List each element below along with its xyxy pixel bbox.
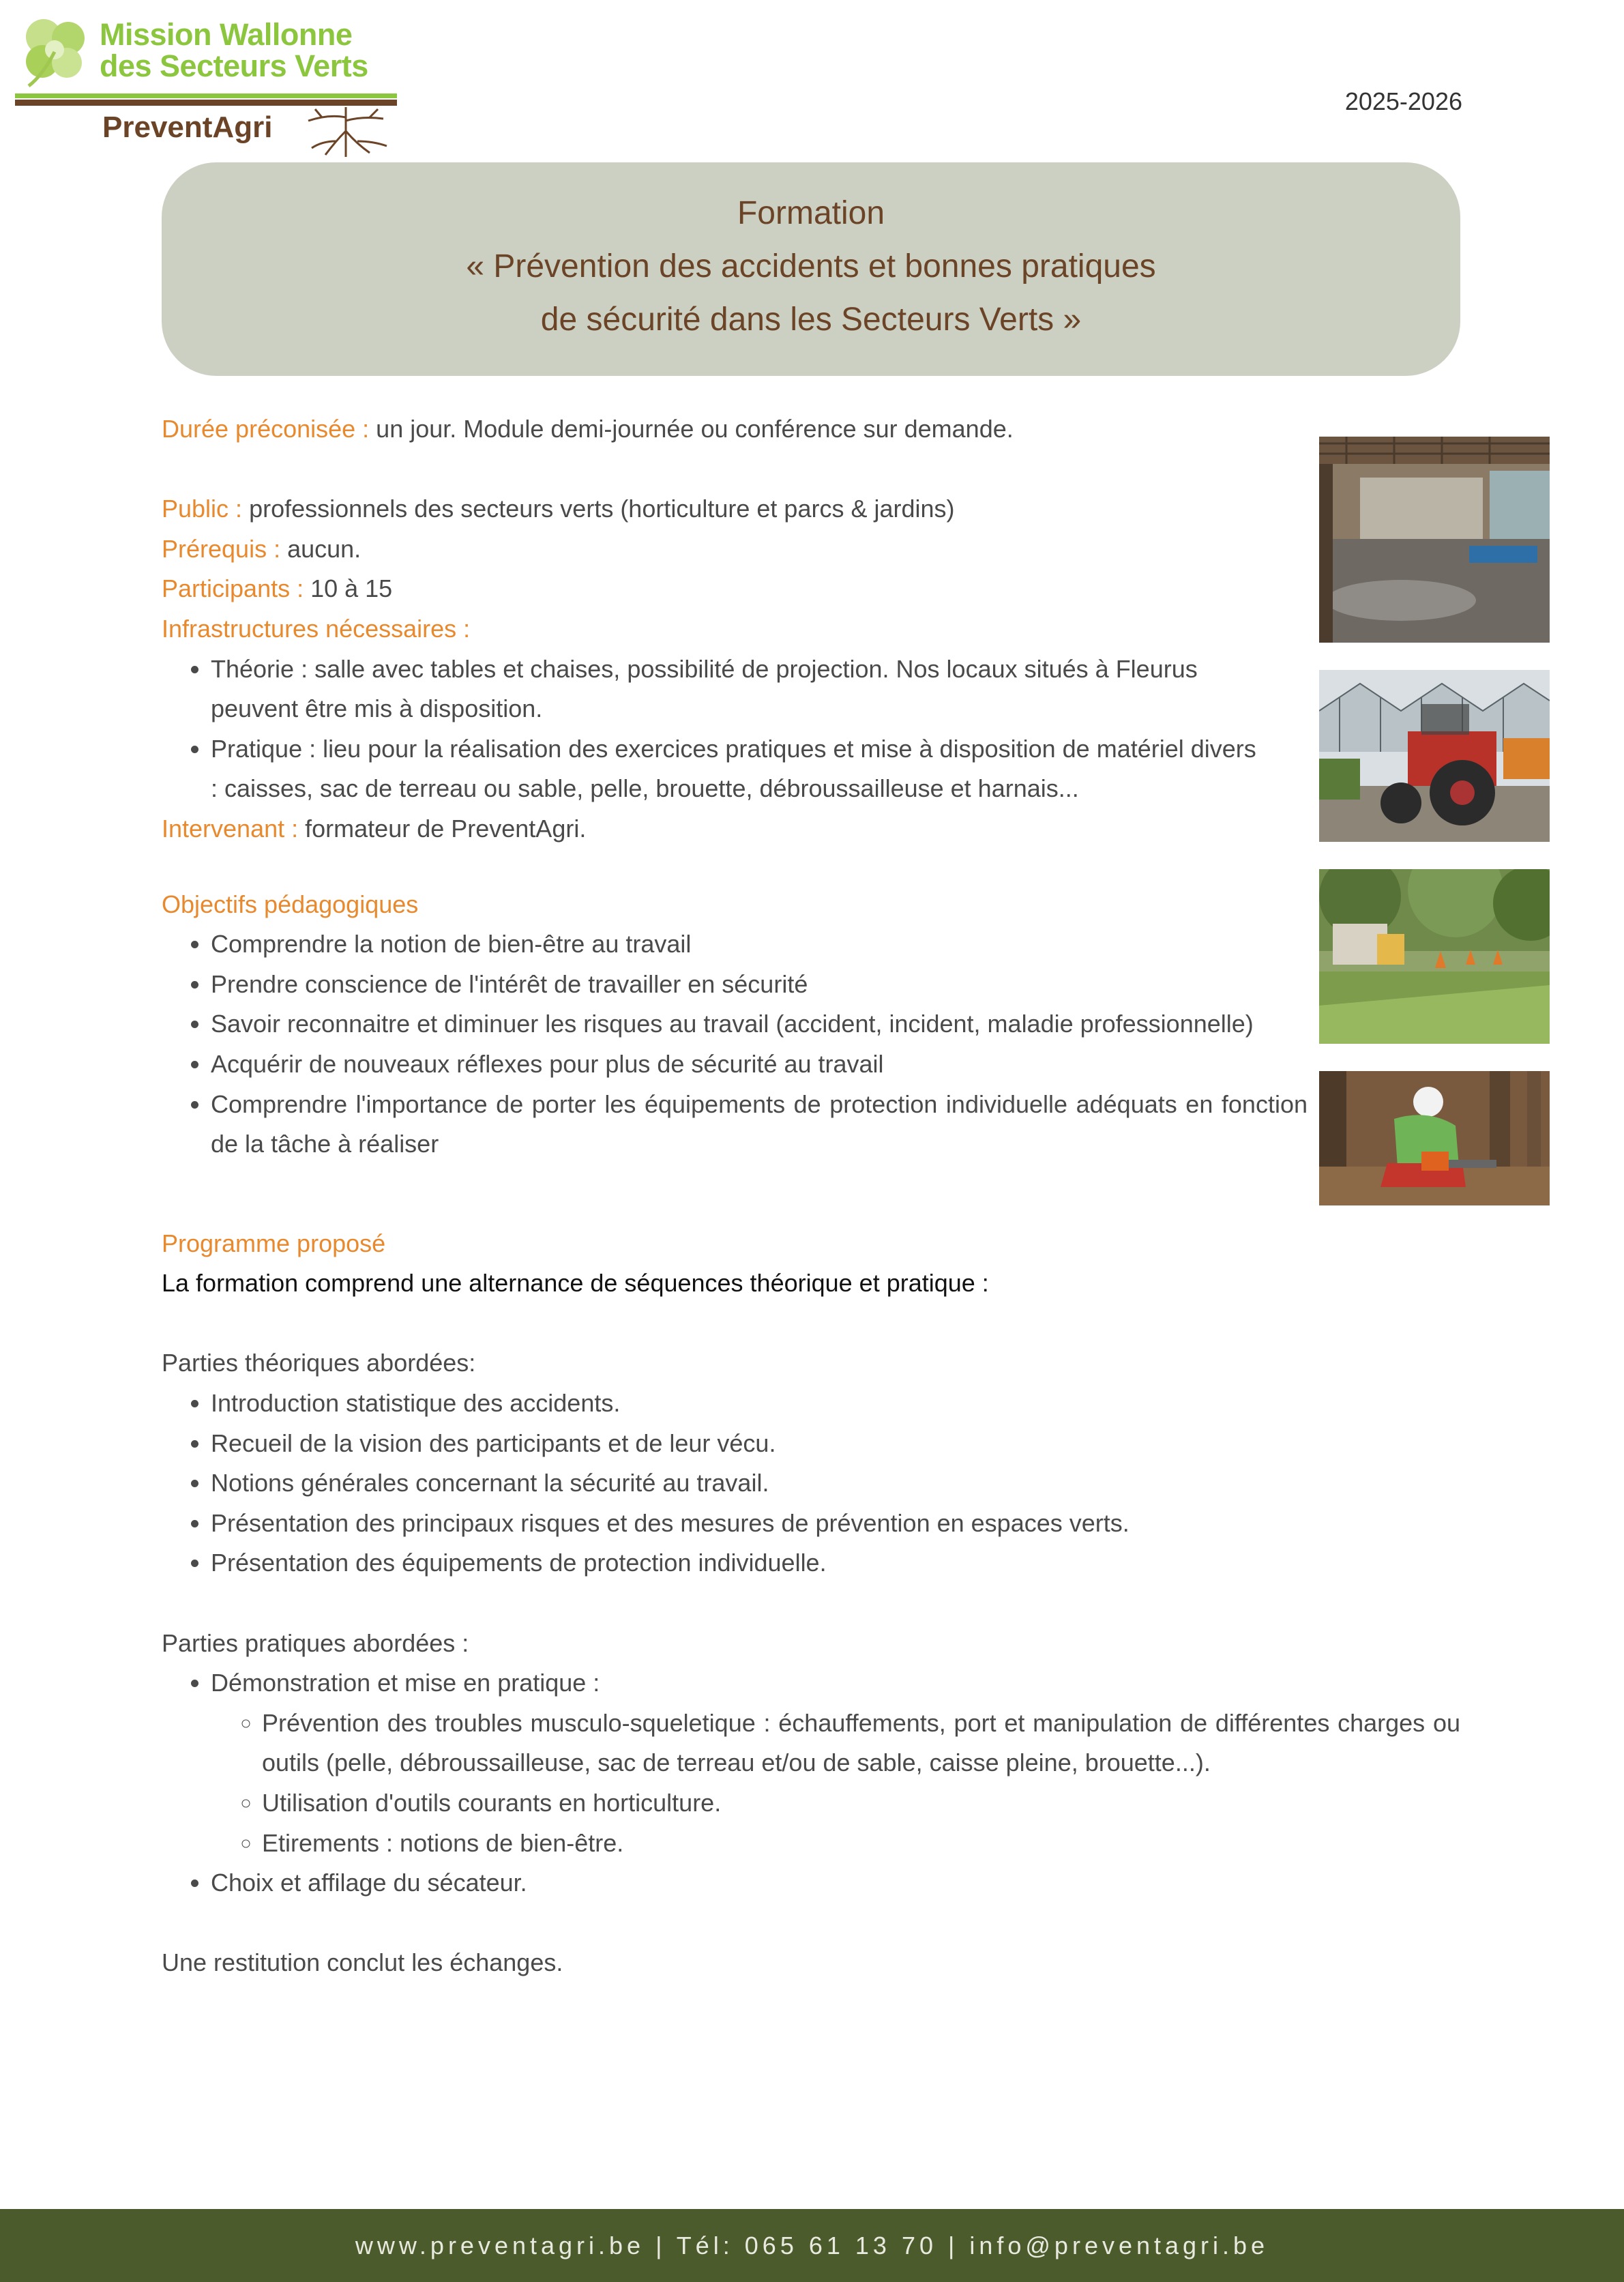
photo-tractor bbox=[1319, 670, 1550, 842]
clover-logo-icon bbox=[15, 11, 97, 89]
pratique-label: Parties pratiques abordées : bbox=[162, 1628, 469, 1657]
list-item: • Choix et affilage du sécateur. bbox=[211, 1863, 1460, 1903]
list-item: • Présentation des équipements de protection individuelle. bbox=[211, 1543, 1460, 1583]
list-item: • Théorie : salle avec tables et chaises, possibilité de projection. Nos locaux situés à Fleurus peuvent être mis à disposition. bbox=[211, 649, 1268, 729]
intervenant-label: Intervenant : bbox=[162, 814, 299, 843]
pratique-item-1: Démonstration et mise en pratique : bbox=[211, 1669, 600, 1697]
photo-chainsaw bbox=[1319, 1071, 1550, 1205]
participants-line bbox=[162, 569, 1308, 609]
footer bbox=[0, 2209, 1624, 2282]
banner-line-3: de sécurité dans les Secteurs Verts » bbox=[540, 302, 1082, 338]
infra-label: Infrastructures nécessaires : bbox=[162, 614, 471, 643]
list-item: • Introduction statistique des accidents. bbox=[211, 1384, 1460, 1424]
duree-label: Durée préconisée : bbox=[162, 415, 370, 443]
main-content bbox=[162, 409, 1460, 1983]
list-item: • Présentation des principaux risques et des mesures de prévention en espaces verts. bbox=[211, 1504, 1460, 1544]
footer-contact: www.preventagri.be | Tél: 065 61 13 70 | info@preventagri.be bbox=[355, 2232, 1269, 2259]
objectifs-list bbox=[162, 924, 1308, 1165]
prerequis-label: Prérequis : bbox=[162, 534, 281, 563]
list-item: • Notions générales concernant la sécurité au travail. bbox=[211, 1463, 1460, 1504]
org-name bbox=[100, 19, 368, 82]
participants-label: Participants : bbox=[162, 574, 304, 603]
pratique-list bbox=[162, 1663, 1460, 1903]
brand-name: PreventAgri bbox=[102, 111, 273, 144]
roots-icon bbox=[295, 104, 397, 158]
banner-line-2: « Prévention des accidents et bonnes pratiques bbox=[466, 248, 1156, 284]
logo bbox=[15, 8, 397, 151]
list-item: • Prendre conscience de l'intérêt de travailler en sécurité bbox=[211, 965, 1308, 1005]
prerequis-value: aucun. bbox=[280, 534, 361, 563]
objectifs-title: Objectifs pédagogiques bbox=[162, 890, 419, 918]
theorie-list bbox=[162, 1384, 1460, 1583]
public-line bbox=[162, 489, 1308, 529]
participants-value: 10 à 15 bbox=[304, 574, 393, 603]
list-item: ◦ Etirements : notions de bien-être. bbox=[262, 1824, 1460, 1864]
list-item bbox=[211, 1663, 1460, 1863]
org-line-1: Mission Wallonne bbox=[100, 17, 353, 52]
list-item: • Savoir reconnaitre et diminuer les risques au travail (accident, incident, maladie professionnelle) bbox=[211, 1004, 1308, 1044]
photo-park bbox=[1319, 869, 1550, 1044]
duree-line bbox=[162, 409, 1308, 450]
prerequis-line bbox=[162, 529, 1308, 570]
logo-bar-green bbox=[15, 93, 397, 98]
list-item: • Pratique : lieu pour la réalisation des exercices pratiques et mise à disposition de matériel divers : caisses, sac de terreau ou sable, pelle, brouette, débroussailleuse et harnais... bbox=[211, 729, 1268, 809]
infra-line bbox=[162, 609, 1308, 649]
public-value: professionnels des secteurs verts (horticulture et parcs & jardins) bbox=[242, 495, 955, 523]
banner-line-1: Formation bbox=[737, 195, 885, 231]
intervenant-line bbox=[162, 809, 1308, 849]
list-item: • Comprendre la notion de bien-être au travail bbox=[211, 924, 1308, 965]
list-item: • Recueil de la vision des participants et de leur vécu. bbox=[211, 1424, 1460, 1464]
list-item: ◦ Prévention des troubles musculo-squeletique : échauffements, port et manipulation de différentes charges ou outils (pelle, débroussailleuse, sac de terreau et/ou de sable, caisse pleine, brouette...). bbox=[262, 1703, 1460, 1783]
programme-title: Programme proposé bbox=[162, 1229, 386, 1257]
list-item: • Comprendre l'importance de porter les équipements de protection individuelle adéquats en fonction de la tâche à réaliser bbox=[211, 1085, 1308, 1165]
title-banner bbox=[162, 162, 1460, 376]
list-item: • Acquérir de nouveaux réflexes pour plus de sécurité au travail bbox=[211, 1044, 1308, 1085]
school-year: 2025-2026 bbox=[1344, 87, 1462, 115]
pratique-sublist bbox=[211, 1703, 1460, 1863]
conclusion: Une restitution conclut les échanges. bbox=[162, 1948, 563, 1977]
list-item: ◦ Utilisation d'outils courants en horticulture. bbox=[262, 1783, 1460, 1824]
public-label: Public : bbox=[162, 495, 243, 523]
theorie-label: Parties théoriques abordées: bbox=[162, 1349, 476, 1377]
photo-barn bbox=[1319, 437, 1550, 643]
intervenant-value: formateur de PreventAgri. bbox=[298, 814, 587, 843]
programme-intro: La formation comprend une alternance de séquences théorique et pratique : bbox=[162, 1269, 989, 1298]
infra-list bbox=[162, 649, 1268, 809]
org-line-2: des Secteurs Verts bbox=[100, 48, 368, 83]
duree-value: un jour. Module demi-journée ou conférence sur demande. bbox=[369, 415, 1014, 443]
